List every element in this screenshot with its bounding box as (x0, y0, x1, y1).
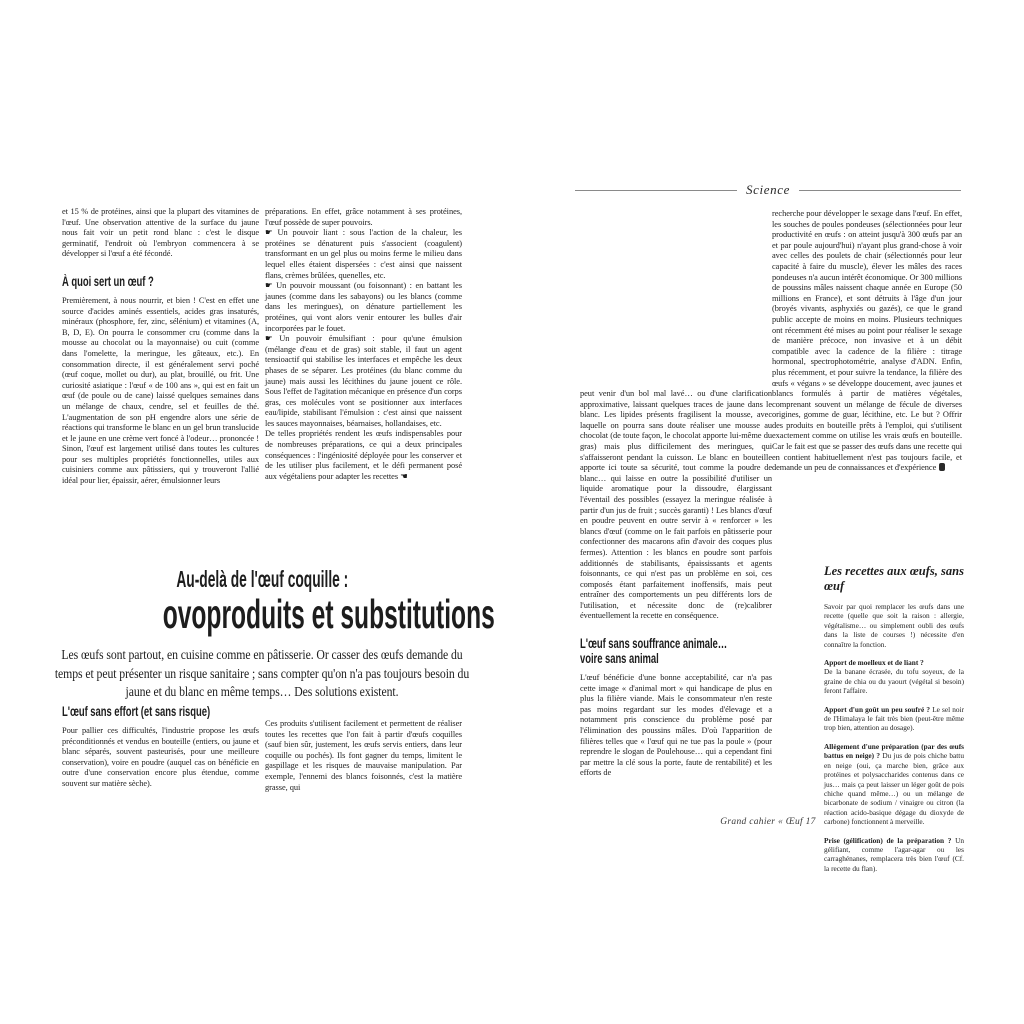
headline-title: ovoproduits et substitutions (162, 591, 495, 637)
manicule-right-icon: ☛ (265, 228, 273, 239)
manicule-left-icon: ☚ (400, 471, 408, 482)
right-page (512, 0, 1024, 1024)
bullet-emulsifiant: ☛ Un pouvoir émulsifiant : pour qu'une émulsion (mélange d'eau et de gras) soit stable, il faut un agent tensioactif qui stabilise les interfaces et empêche les deux phases de se séparer. Les protéines (du blanc comme du jaune) mais aussi les lécithines du jaune jouent ce rôle. Sous l'effet de l'agitation mécanique en présence d'un corps gras, ces molécules vont se positionner aux interfaces eau/lipide, stabilisant l'émulsion : c'est ainsi que naissent les sauces mayonnaises, béarnaises, hollandaises, etc. (265, 334, 462, 428)
left-column-1 (62, 207, 259, 487)
manicule-right-icon: ☛ (265, 334, 273, 345)
manicule-right-icon: ☛ (265, 281, 273, 292)
paragraph-souffrance: L'œuf bénéficie d'une bonne acceptabilité, car n'a pas cette image « d'animal mort » qui handicape de plus en plus la filière viande. Mais le consommateur n'en reste pas moins regardant sur les modes d'élevage et a notamment pris conscience du problème posé par l'élimination des poussins mâles. D'où l'apparition de filières telles que « l'œuf qui ne tue pas la poule » (pour reprendre le slogan de Poulehouse… qui a cependant fini par mettre la clé sous la porte, faute de rentabilité) et les efforts de (580, 673, 772, 778)
paragraph-effort-1: Pour pallier ces difficultés, l'industrie propose les œufs préconditionnés et vendus en bouteille (entiers, ou jaune et blanc séparés, souvent pasteurisés, pour une meilleure conservation), voire en poudre (auquel cas on bénéficie en outre d'une conservation encore plus étendue, comme souvent sur matière sèche). (62, 726, 259, 788)
headline-kicker: Au-delà de l'œuf coquille : (176, 566, 348, 592)
end-of-article-icon (939, 463, 945, 471)
section-heading-souffrance: L'œuf sans souffrance animale… voire sans animal (580, 636, 728, 667)
header-rule-right (799, 190, 961, 191)
bullet-moussant: ☛ Un pouvoir moussant (ou foisonnant) : en battant les jaunes (comme dans les sabayons) ou les blancs (comme dans les meringues), on dénature partiellement les protéines, qui vont alors venir entourer les bulles d'air incorporées par le fouet. (265, 281, 462, 333)
left-column-2 (265, 207, 462, 482)
section-heading-usage: À quoi sert un œuf ? (62, 273, 154, 289)
paragraph-usage: Premièrement, à nous nourrir, et bien ! C'est en effet une source d'acides aminés essentiels, acides gras insaturés, minéraux (phosphore, fer, zinc, sélénium) et vitamines (A, B, D, E). On pourra le consommer cru (comme dans la mousse au chocolat ou la mayonnaise) ou cuit (comme dans l'omelette, la meringue, les gâteaux, etc.). En consommation directe, il est généralement servi poché (œuf coque, mollet ou dur), au plat, brouillé, ou frit. Une curiosité asiatique : l'œuf « de 100 ans », qui est en fait un œuf (de poule ou de cane) laissé quelques semaines dans un mélange de chaux, cendre, sel et feuilles de thé. L'augmentation de son pH engendre alors une série de réactions qui transforme le blanc en un gel brun translucide et le jaune en une crème vert foncé à l'odeur… prononcée ! Sinon, l'œuf est largement utilisé dans toutes les cultures pour ses multiples propriétés fonctionnelles, utiles aux cuisiniers comme aux pâtissiers, qui y trouveront l'allié idéal pour lier, épaissir, aérer, émulsionner leurs (62, 295, 259, 486)
paragraph-continued: et 15 % de protéines, ainsi que la plupart des vitamines de l'œuf. Une observation attentive de la surface du jaune nous fait voir un petit rond blanc : c'est le disque germinatif, l'endroit où l'embryon commencera à se développer si l'œuf a été fécondé. (62, 207, 259, 259)
section-effort-col2 (265, 719, 462, 793)
right-column-2 (772, 209, 962, 474)
running-head (575, 182, 961, 198)
sidebar-intro: Savoir par quoi remplacer les œufs dans une recette (quelle que soit la raison : allergie, végétalisme… ou simplement oubli des œufs dans la liste de courses !) nécessite d'en connaître la fonction. (824, 602, 964, 649)
sidebar-title: Les recettes aux œufs, sans œuf (824, 564, 964, 593)
section-heading-effort: L'œuf sans effort (et sans risque) (62, 704, 211, 719)
right-column-1 (580, 389, 772, 779)
bullet-liant: ☛ Un pouvoir liant : sous l'action de la chaleur, les protéines se dénaturent puis s'associent (coagulent) transformant en un gel plus ou moins ferme le milieu dans lequel elles étaient dispersées : c'est ainsi que naissent flans, crèmes brûlées, quenelles, etc. (265, 228, 463, 280)
section-effort-col1 (62, 704, 259, 790)
sidebar-item-moelleux: Apport de moelleux et de liant ? De la banane écrasée, du tofu soyeux, de la graine de chia ou du yaourt (végétal si besoin) feront l'affaire. (824, 658, 964, 696)
standfirst: Les œufs sont partout, en cuisine comme en pâtisserie. Or casser des œufs demande du temps et peut présenter un risque sanitaire ; sans compter qu'on n'a pas toujours besoin du jaune et du blanc en même temps… Des solutions existent. (54, 648, 470, 701)
paragraph-sexage: recherche pour développer le sexage dans l'œuf. En effet, les souches de poules pondeuses (sélectionnées pour leur productivité en œufs : on atteint jusqu'à 300 œufs par an et par poule aujourd'hui) n'ayant plus grand-chose à voir avec celles des poulets de chair (sélectionnés pour leur capacité à faire du muscle), élever les mâles des races pondeuses n'a aucun intérêt économique. Or 300 millions de poussins mâles naissent chaque année en Europe (50 millions en France), et sont détruits à l'âge d'un jour (broyés vivants, asphyxiés ou gazés), ce que le grand public accepte de moins en moins. Plusieurs techniques ont récemment été mises au point pour réaliser le sexage de manière précoce, non invasive et à un débit compatible avec la cadence de la filière : titrage hormonal, spectrophotométrie, analyse d'ADN. Enfin, plus récemment, et pour suivre la tendance, la filière des œufs « végans » se développe doucement, avec jaunes et blancs formulés à partir de matières végétales, comprenant souvent un mélange de fécule de diverses origines, gomme de guar, lécithine, etc. Le but ? Offrir des produits en bouteille prêts à l'emploi, qui s'utilisent exactement comme on utilise les vrais œufs en bouteille. Car le fait est que se passer des œufs dans une recette qui en contient habituellement n'est pas toujours facile, et demande un peu de connaissances et d'expérience (772, 209, 962, 473)
sidebar-item-soufre: Apport d'un goût un peu soufré ? Le sel noir de l'Himalaya le fait très bien (peut-être même trop bien, attention au dosage). (824, 704, 964, 733)
paragraph-intro: préparations. En effet, grâce notamment à ses protéines, l'œuf possède de super pouvoirs. (265, 207, 462, 227)
paragraph-blancs: peut venir d'un bol mal lavé… ou d'une clarification approximative, laissant quelques traces de jaune dans le blanc. Les lipides présents fragilisent la mousse, avec laquelle on pourra sans doute réaliser une mousse au chocolat (de toute façon, le chocolat apporte lui-même du gras) mais plus difficilement des meringues, qui s'affaisseront pendant la cuisson. Le blanc en bouteille apporte ici toute sa sécurité, tout comme la poudre de blanc… qui laisse en outre la possibilité d'utiliser un liquide aromatique pour la dissoudre, élargissant l'éventail des possibles (essayez la meringue réalisée à partir d'un jus de fruit ; succès garanti) ! Les blancs d'œuf en poudre peuvent en outre servir à « renforcer » les blancs d'œuf (comme on le fait parfois en pâtisserie pour confectionner des macarons afin d'avoir des coques plus fermes). Attention : les blancs en poudre sont parfois additionnés de stabilisants, épaississants et agents foisonnants, ce qui n'est pas un problème en soi, ces composés étant parfaitement inoffensifs, mais peut entraîner des comportements un peu différents lors de l'utilisation, et nécessite donc de (re)calibrer éventuellement la recette en conséquence. (580, 389, 772, 621)
page-footer: Grand cahier « Œuf 17 (720, 817, 816, 827)
header-rule-left (575, 190, 737, 191)
section-label: Science (746, 182, 790, 197)
paragraph-effort-2: Ces produits s'utilisent facilement et permettent de réaliser toutes les recettes que l'on fait à partir d'œufs coquilles (sauf bien sûr, justement, les œufs servis entiers, dans leur coquille ou pochés). Ils font gagner du temps, limitent le gaspillage et les risques de mauvaise manipulation. Par exemple, l'ennemi des blancs foisonnés, c'est la matière grasse, qui (265, 719, 462, 792)
sidebar-item-allegement: Allègement d'une préparation (par des œufs battus en neige) ? Du jus de pois chiche battu en neige (oui, ça marche bien, grâce aux protéines et polysaccharides contenus dans ce jus… mais ça peut laisser un léger goût de pois chiche quand même…) ou un mélange de bicarbonate de sodium / vinaigre ou citron (la réaction acido-basique dégage du dioxyde de carbone) fonctionnent à merveille. (824, 741, 964, 827)
paragraph-closing: De telles propriétés rendent les œufs indispensables pour de nombreuses préparations, ce qui a deux principales conséquences : l'ingéniosité déployée pour les conserver et de les utiliser plus facilement, et le défi permanent posé aux végétaliens pour adapter les recettes ☚ (265, 429, 462, 482)
article-headline-block (52, 566, 495, 703)
sidebar-item-gelification: Prise (gélification) de la préparation ? Un gélifiant, comme l'agar-agar ou les carraghénanes, remplacera très bien l'œuf (Cf. la recette du flan). (824, 835, 965, 873)
